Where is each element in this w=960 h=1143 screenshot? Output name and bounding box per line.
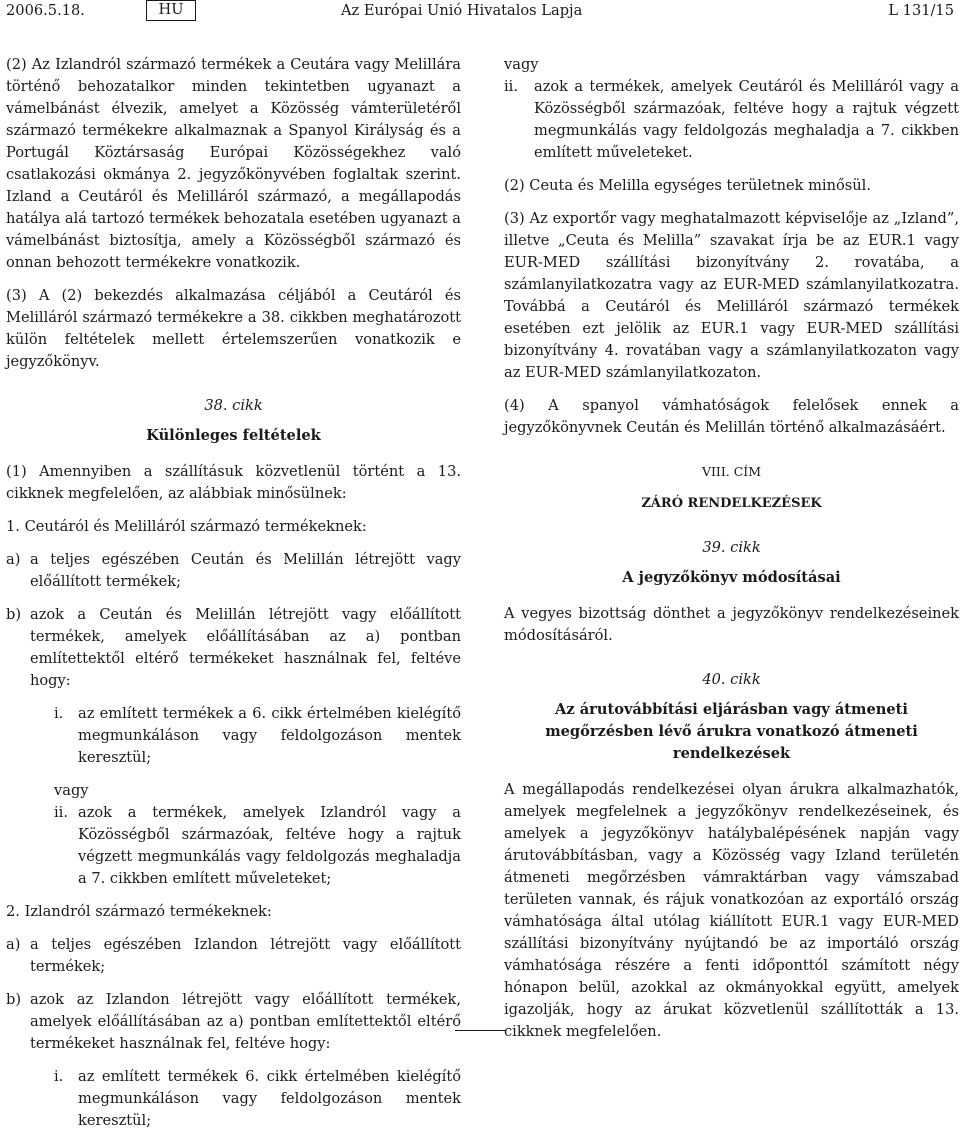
point-1a-label: a) [6, 551, 21, 568]
paragraph-3: (3) A (2) bekezdés alkalmazása céljából a Ceutáról és Melilláról származó termékekre a 38. cikkben meghatározott külön feltételek mellett értelemszerűen vonatkozik e jegyzőkönyv. [6, 287, 461, 370]
point-2b-ii-label: ii. [504, 78, 518, 95]
left-column [6, 54, 461, 1143]
point-2a [6, 934, 461, 978]
article-38-para-3: (3) Az exportőr vagy meghatalmazott képviselője az „Izland”, illetve „Ceuta és Melilla” szavakat írja be az EUR.1 vagy EUR-MED szállítási bizonyítvány 2. rovatába, a számlanyilatkozatra vagy az EUR-MED számlanyilatkozatra. Továbbá a Ceutáról és Melilláról származó termékek esetében ezt jelölik az EUR.1 vagy EUR-MED szállítási bizonyítvány 4. rovatában vagy a számlanyilatkozaton vagy az EUR-MED számlanyilatkozaton. [504, 210, 959, 381]
point-1b-i-label: i. [54, 705, 64, 722]
point-2: 2. Izlandról származó termékeknek: [6, 903, 272, 920]
point-1b-ii-label: ii. [54, 804, 68, 821]
point-1b-i-text: az említett termékek a 6. cikk értelmében kielégítő megmunkáláson vagy feldolgozáson mentek keresztül; [78, 705, 461, 766]
article-38-title: Különleges feltételek [146, 427, 321, 444]
point-1b-text: azok a Ceután és Melillán létrejött vagy előállított termékek, amelyek előállításában az a) pontban említettektől eltérő termékeket használnak fel, feltéve hogy: [30, 606, 461, 689]
article-40-title: Az árutovábbítási eljárásban vagy átmeneti megőrzésben lévő árukra vonatkozó átmeneti rendelkezések [545, 701, 918, 762]
article-38-para-1: (1) Amennyiben a szállításuk közvetlenül történt a 13. cikknek megfelelően, az alábbiak minősülnek: [6, 463, 461, 502]
journal-title: Az Európai Unió Hivatalos Lapja [341, 2, 583, 19]
article-40-text: A megállapodás rendelkezései olyan árukra alkalmazhatók, amelyek megfelelnek a jegyzőkönyv rendelkezéseinek, és amelyek a jegyzőkönyv hatálybalépésének napján vagy árutovábbításban, vagy a Közösség vagy Izland területén átmeneti megőrzésben vámraktárban vagy vámszabad területen vannak, és rájuk vonatkozóan az exportáló ország vámhatósága által utólag kiállított EUR.1 vagy EUR-MED szállítási bizonyítvány nyújtandó be az importáló ország vámhatósága részére a fenti időponttól számított négy hónapon belül, azokkal az okmányokkal együtt, amelyek igazolják, hogy az árukat közvetlenül szállították a 13. cikknek megfelelően. [504, 781, 959, 1040]
article-40-number: 40. cikk [702, 671, 761, 688]
point-2b [6, 989, 461, 1055]
point-1b [6, 604, 461, 692]
paragraph-2: (2) Az Izlandról származó termékek a Ceutára vagy Melillára történő behozatalkor minden tekintetben ugyanazt a vámelbánást élvezik, amelyet a Közösség vámterületéről származó termékekre alkalmaznak a Spanyol Királyság és a Portugál Köztársaság Európai Közösségekhez való csatlakozási okmánya 2. jegyzőkönyvében foglaltak szerint. Izland a Ceutáról és Melilláról származó, a megállapodás hatálya alá tartozó termékek behozatala esetében ugyanazt a vámelbánást biztosítja, amely a Közösségből származó és onnan behozott termékekre vonatkozik. [6, 56, 461, 271]
point-2b-ii-text: azok a termékek, amelyek Ceutáról és Melilláról vagy a Közösségből származóak, feltéve hogy a rajtuk végzett megmunkálás vagy feldolgozás meghaladja a 7. cikkben említett műveleteket. [534, 78, 959, 161]
language-badge: HU [146, 0, 196, 21]
point-1b-label: b) [6, 606, 22, 623]
point-2b-label: b) [6, 991, 22, 1008]
article-39-number: 39. cikk [702, 539, 761, 556]
point-1b-ii-text: azok a termékek, amelyek Izlandról vagy a Közösségből származóak, feltéve hogy a rajtuk végzett megmunkálás vagy feldolgozás meghaladja a 7. cikkben említett műveleteket; [78, 804, 461, 887]
point-2b-ii [504, 76, 959, 164]
point-2b-or: vagy [504, 56, 539, 73]
article-39-text: A vegyes bizottság dönthet a jegyzőkönyv rendelkezéseinek módosításáról. [504, 605, 959, 644]
footer-rule [455, 1030, 505, 1031]
point-1b-ii [6, 802, 461, 890]
article-38-para-2: (2) Ceuta és Melilla egységes területnek minősül. [504, 177, 871, 194]
title-viii: VIII. CÍM [701, 464, 762, 479]
point-2b-i [6, 1066, 461, 1132]
article-38-para-4: (4) A spanyol vámhatóságok felelősek ennek a jegyzőkönyvnek Ceután és Melillán történő alkalmazásáért. [504, 397, 959, 436]
point-2a-label: a) [6, 936, 21, 953]
article-38-number: 38. cikk [204, 397, 263, 414]
point-2b-i-text: az említett termékek 6. cikk értelmében kielégítő megmunkáláson vagy feldolgozáson mentek keresztül; [78, 1068, 461, 1129]
point-2b-text: azok az Izlandon létrejött vagy előállított termékek, amelyek előállításában az a) pontban említettektől eltérő termékeket használnak fel, feltéve hogy: [30, 991, 461, 1052]
point-2a-text: a teljes egészében Izlandon létrejött vagy előállított termékek; [30, 936, 461, 975]
point-1: 1. Ceutáról és Melilláról származó termékeknek: [6, 518, 367, 535]
point-1a [6, 549, 461, 593]
point-2b-i-label: i. [54, 1068, 64, 1085]
article-39-title: A jegyzőkönyv módosításai [622, 569, 841, 586]
point-1b-i [6, 703, 461, 769]
page-header [6, 0, 954, 24]
point-1b-or: vagy [54, 782, 89, 799]
page-number: L 131/15 [888, 2, 954, 19]
point-1a-text: a teljes egészében Ceután és Melillán létrejött vagy előállított termékek; [30, 551, 461, 590]
publication-date: 2006.5.18. [6, 2, 85, 19]
right-column [504, 54, 959, 1054]
title-final-provisions: ZÁRÓ RENDELKEZÉSEK [641, 496, 822, 511]
